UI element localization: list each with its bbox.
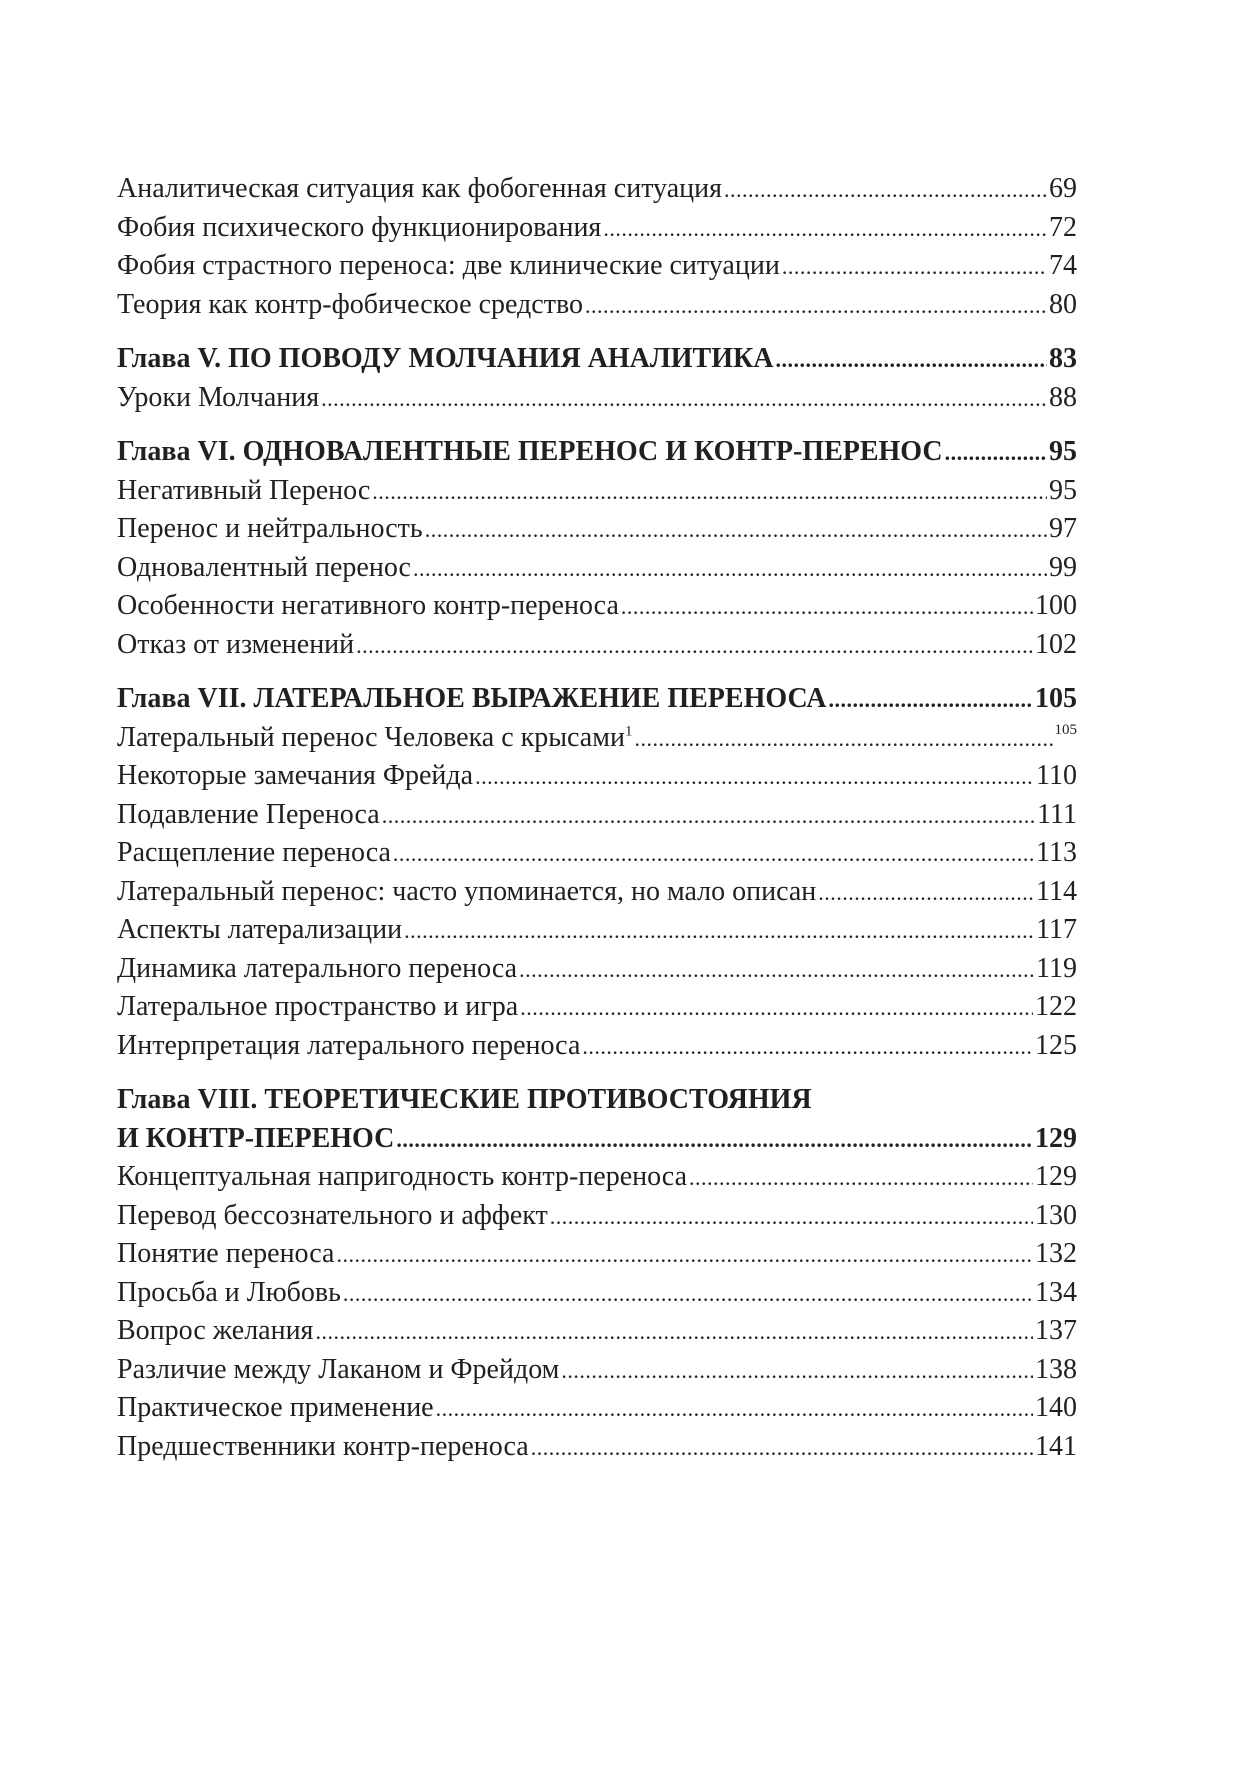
toc-entry-page: 114 xyxy=(1036,875,1077,907)
toc-entry-title: Фобия психического функционирования xyxy=(117,211,602,243)
toc-entry-page: 141 xyxy=(1035,1430,1077,1462)
toc-entry-title: Расщепление переноса xyxy=(117,837,391,868)
toc-entry-page: 125 xyxy=(1035,1029,1077,1061)
toc-entry xyxy=(117,757,1077,796)
toc-entry xyxy=(117,1428,1077,1467)
chapter-label: Глава VI. xyxy=(117,436,236,467)
dot-leader xyxy=(519,951,1034,990)
toc-entry xyxy=(117,209,1077,248)
chapter-title xyxy=(117,680,827,719)
toc-entry xyxy=(117,510,1077,549)
dot-leader xyxy=(425,511,1047,550)
toc-entry xyxy=(117,472,1077,511)
toc-chapter-heading-continued xyxy=(117,1120,1077,1159)
toc-entry xyxy=(117,1235,1077,1274)
dot-leader xyxy=(724,171,1047,210)
dot-leader xyxy=(603,210,1047,249)
toc-entry-title: Динамика латерального переноса xyxy=(117,952,518,984)
toc-entry-page: 83 xyxy=(1049,343,1077,374)
toc-entry-page: 105 xyxy=(1054,721,1077,738)
toc-entry xyxy=(117,796,1077,835)
toc-entry-page: 80 xyxy=(1049,288,1077,320)
toc-entry-page: 88 xyxy=(1049,381,1077,413)
chapter-name: ТЕОРЕТИЧЕСКИЕ ПРОТИВОСТОЯНИЯ xyxy=(264,1084,812,1115)
toc-entry xyxy=(117,950,1077,989)
toc-entry-page: 129 xyxy=(1035,1122,1077,1154)
toc-entry xyxy=(117,626,1077,665)
dot-leader xyxy=(621,588,1033,627)
toc-entry-title: Фобия страстного переноса: две клинические ситуации xyxy=(117,250,780,281)
chapter-label: Глава V. xyxy=(117,343,222,374)
toc-entry xyxy=(117,1274,1077,1313)
dot-leader xyxy=(582,1028,1033,1067)
toc-chapter-heading xyxy=(117,680,1077,719)
toc-chapter-heading xyxy=(117,1081,1077,1120)
chapter-title xyxy=(117,433,943,472)
toc-entry xyxy=(117,719,1077,758)
toc-entry-page: 117 xyxy=(1036,914,1077,945)
dot-leader xyxy=(343,1275,1033,1314)
toc-entry-page: 119 xyxy=(1036,952,1077,984)
toc-entry xyxy=(117,1389,1077,1428)
toc-entry-title: Особенности негативного контр-переноса xyxy=(117,590,619,621)
toc-entry-title: Подавление Переноса xyxy=(117,798,380,830)
chapter-title xyxy=(117,340,774,379)
toc-entry xyxy=(117,1158,1077,1197)
toc-entry-page: 99 xyxy=(1049,551,1077,583)
toc-entry-page: 111 xyxy=(1037,798,1077,830)
toc-entry-title: Уроки Молчания xyxy=(117,381,320,413)
toc-entry xyxy=(117,247,1077,286)
toc-entry xyxy=(117,286,1077,325)
toc-entry xyxy=(117,834,1077,873)
toc-entry-page: 113 xyxy=(1036,837,1077,868)
toc-entry xyxy=(117,170,1077,209)
toc-entry-title: Одновалентный перенос xyxy=(117,551,411,583)
toc-entry xyxy=(117,549,1077,588)
dot-leader xyxy=(475,758,1034,797)
toc-entry-title: Теория как контр-фобическое средство xyxy=(117,288,583,320)
toc-entry-page: 138 xyxy=(1035,1353,1077,1385)
toc-entry-title: Интерпретация латерального переноса xyxy=(117,1029,581,1061)
toc-entry-title xyxy=(117,719,632,758)
toc-entry-title: Латеральное пространство и игра xyxy=(117,991,519,1022)
toc-entry xyxy=(117,1312,1077,1351)
dot-leader xyxy=(945,434,1047,473)
toc-entry-title: Различие между Лаканом и Фрейдом xyxy=(117,1353,560,1385)
dot-leader xyxy=(550,1198,1033,1237)
dot-leader xyxy=(372,473,1047,512)
dot-leader xyxy=(382,797,1035,836)
toc-entry xyxy=(117,911,1077,950)
toc-entry-title: Отказ от изменений xyxy=(117,628,355,660)
toc-entry-title-text: Латеральный перенос Человека с крысами xyxy=(117,721,625,753)
toc-entry-page: 134 xyxy=(1035,1276,1077,1308)
toc-entry-page: 105 xyxy=(1035,683,1077,714)
dot-leader xyxy=(829,681,1033,720)
dot-leader xyxy=(404,912,1034,951)
dot-leader xyxy=(520,989,1033,1028)
toc-entry-title: Практическое применение xyxy=(117,1392,434,1423)
toc-entry-title: Негативный Перенос xyxy=(117,474,371,506)
toc-entry-title: Аспекты латерализации xyxy=(117,914,403,945)
toc-entry-title: Просьба и Любовь xyxy=(117,1276,341,1308)
chapter-name: ЛАТЕРАЛЬНОЕ ВЫРАЖЕНИЕ ПЕРЕНОСА xyxy=(253,683,827,714)
dot-leader xyxy=(782,248,1047,287)
toc-entry-page: 102 xyxy=(1035,628,1077,660)
dot-leader xyxy=(393,835,1034,874)
toc-entry-title: Перенос и нейтральность xyxy=(117,513,423,544)
toc-chapter-heading xyxy=(117,433,1077,472)
toc-entry-page: 122 xyxy=(1035,991,1077,1022)
toc-entry-title: Перевод бессознательного и аффект xyxy=(117,1199,548,1231)
toc-entry-page: 95 xyxy=(1049,436,1077,467)
toc-entry-page: 137 xyxy=(1035,1315,1077,1346)
chapter-name: ОДНОВАЛЕНТНЫЕ ПЕРЕНОС И КОНТР-ПЕРЕНОС xyxy=(242,436,943,467)
toc-entry-title: Аналитическая ситуация как фобогенная ситуация xyxy=(117,173,722,204)
footnote-marker: 1 xyxy=(624,723,633,740)
toc-entry-page: 140 xyxy=(1035,1392,1077,1423)
toc-entry-title: Вопрос желания xyxy=(117,1315,314,1346)
toc-chapter-heading xyxy=(117,340,1077,379)
toc-entry xyxy=(117,1197,1077,1236)
toc-entry-page: 74 xyxy=(1049,250,1077,281)
chapter-label: Глава VIII. xyxy=(117,1084,258,1115)
dot-leader xyxy=(396,1121,1033,1160)
dot-leader xyxy=(561,1352,1033,1391)
table-of-contents xyxy=(117,170,1077,1466)
dot-leader xyxy=(776,341,1047,380)
toc-entry-page: 110 xyxy=(1036,760,1077,791)
dot-leader xyxy=(689,1159,1033,1198)
toc-entry xyxy=(117,988,1077,1027)
dot-leader xyxy=(356,627,1033,666)
toc-entry-title: Концептуальная напригодность контр-переноса xyxy=(117,1161,688,1192)
dot-leader xyxy=(585,287,1047,326)
dot-leader xyxy=(321,380,1047,419)
toc-entry xyxy=(117,1027,1077,1066)
toc-entry xyxy=(117,379,1077,418)
dot-leader xyxy=(634,720,1052,759)
chapter-label: Глава VII. xyxy=(117,683,247,714)
dot-leader xyxy=(531,1429,1033,1468)
dot-leader xyxy=(436,1390,1033,1429)
chapter-name-continued: И КОНТР-ПЕРЕНОС xyxy=(117,1122,395,1154)
toc-entry-title: Понятие переноса xyxy=(117,1238,335,1269)
toc-entry-page: 132 xyxy=(1035,1238,1077,1269)
dot-leader xyxy=(413,550,1047,589)
toc-entry-title: Латеральный перенос: часто упоминается, но мало описан xyxy=(117,875,817,907)
toc-entry xyxy=(117,873,1077,912)
toc-entry-page: 72 xyxy=(1049,211,1077,243)
toc-entry-page: 95 xyxy=(1049,474,1077,506)
dot-leader xyxy=(336,1236,1033,1275)
toc-entry xyxy=(117,587,1077,626)
toc-entry-page: 100 xyxy=(1035,590,1077,621)
toc-entry-page: 69 xyxy=(1049,173,1077,204)
dot-leader xyxy=(818,874,1034,913)
toc-entry-page: 129 xyxy=(1035,1161,1077,1192)
dot-leader xyxy=(315,1313,1033,1352)
chapter-name: ПО ПОВОДУ МОЛЧАНИЯ АНАЛИТИКА xyxy=(228,343,774,374)
toc-entry xyxy=(117,1351,1077,1390)
toc-entry-page: 97 xyxy=(1049,513,1077,544)
toc-entry-page: 130 xyxy=(1035,1199,1077,1231)
toc-entry-title: Предшественники контр-переноса xyxy=(117,1430,529,1462)
toc-entry-title: Некоторые замечания Фрейда xyxy=(117,760,474,791)
